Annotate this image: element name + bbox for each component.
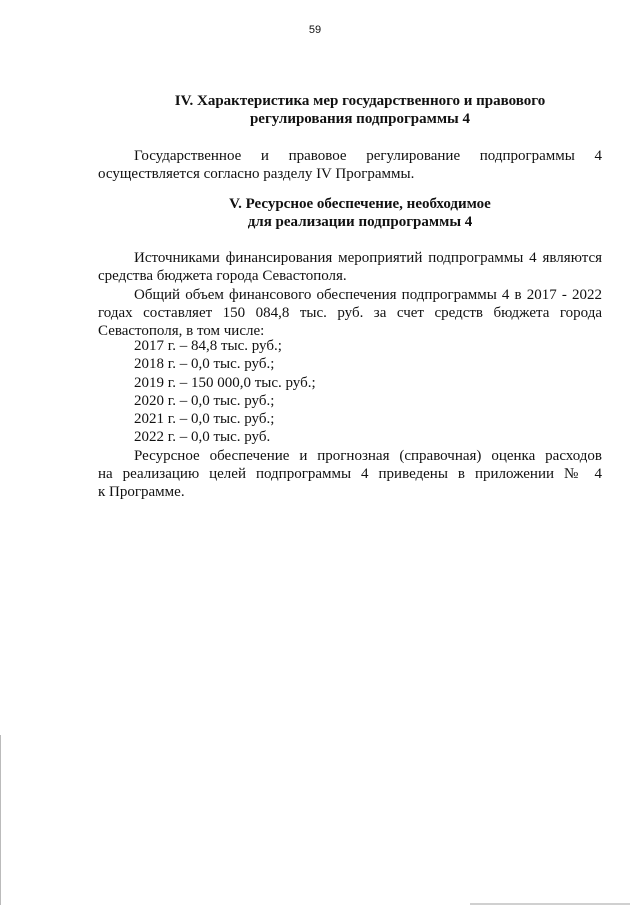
section-v-heading-line1: V. Ресурсное обеспечение, необходимое (229, 196, 491, 212)
section-iv-heading-line1: IV. Характеристика мер государственного и правового (174, 93, 546, 109)
section-v-heading-line2: для реализации подпрограммы 4 (247, 214, 473, 230)
section-iv-heading-line2: регулирования подпрограммы 4 (249, 111, 471, 127)
yearly-funding-item: 2021 г. – 0,0 тыс. руб.; (134, 411, 275, 428)
section-iv-paragraph-line2: осуществляется согласно разделу IV Программы. (98, 166, 415, 182)
yearly-funding-item: 2018 г. – 0,0 тыс. руб.; (134, 356, 275, 373)
yearly-funding-item: 2022 г. – 0,0 тыс. руб. (134, 429, 271, 446)
page-number: 59 (308, 24, 322, 36)
total-funding-paragraph (98, 286, 602, 340)
section-iv-paragraph-line1: Государственное и правовое регулирование подпрограммы 4 (134, 148, 602, 164)
total-funding-line1: Общий объем финансового обеспечения подпрограммы 4 в 2017 - 2022 (134, 287, 602, 303)
appendix-reference-paragraph (98, 447, 602, 501)
yearly-funding-item: 2017 г. – 84,8 тыс. руб.; (134, 338, 282, 354)
appendix-reference-line3: к Программе. (98, 484, 185, 500)
funding-sources-line2: средства бюджета города Севастополя. (98, 268, 347, 284)
funding-sources-paragraph (98, 249, 602, 285)
funding-sources-line1: Источниками финансирования мероприятий подпрограммы 4 являются (134, 250, 602, 266)
yearly-funding-item: 2019 г. – 150 000,0 тыс. руб.; (134, 374, 316, 391)
yearly-funding-item: 2020 г. – 0,0 тыс. руб.; (134, 392, 275, 409)
section-iv-heading (95, 92, 625, 128)
total-funding-line3: Севастополя, в том числе: (98, 323, 265, 339)
total-funding-line2: годах составляет 150 084,8 тыс. руб. за счет средств бюджета города (98, 305, 602, 321)
section-iv-paragraph (98, 147, 602, 183)
appendix-reference-line2: на реализацию целей подпрограммы 4 приведены в приложении № 4 (98, 466, 602, 482)
yearly-funding-list (134, 337, 316, 447)
scan-edge-line (0, 735, 1, 905)
section-v-heading (95, 195, 625, 231)
appendix-reference-line1: Ресурсное обеспечение и прогнозная (справочная) оценка расходов (134, 448, 602, 464)
